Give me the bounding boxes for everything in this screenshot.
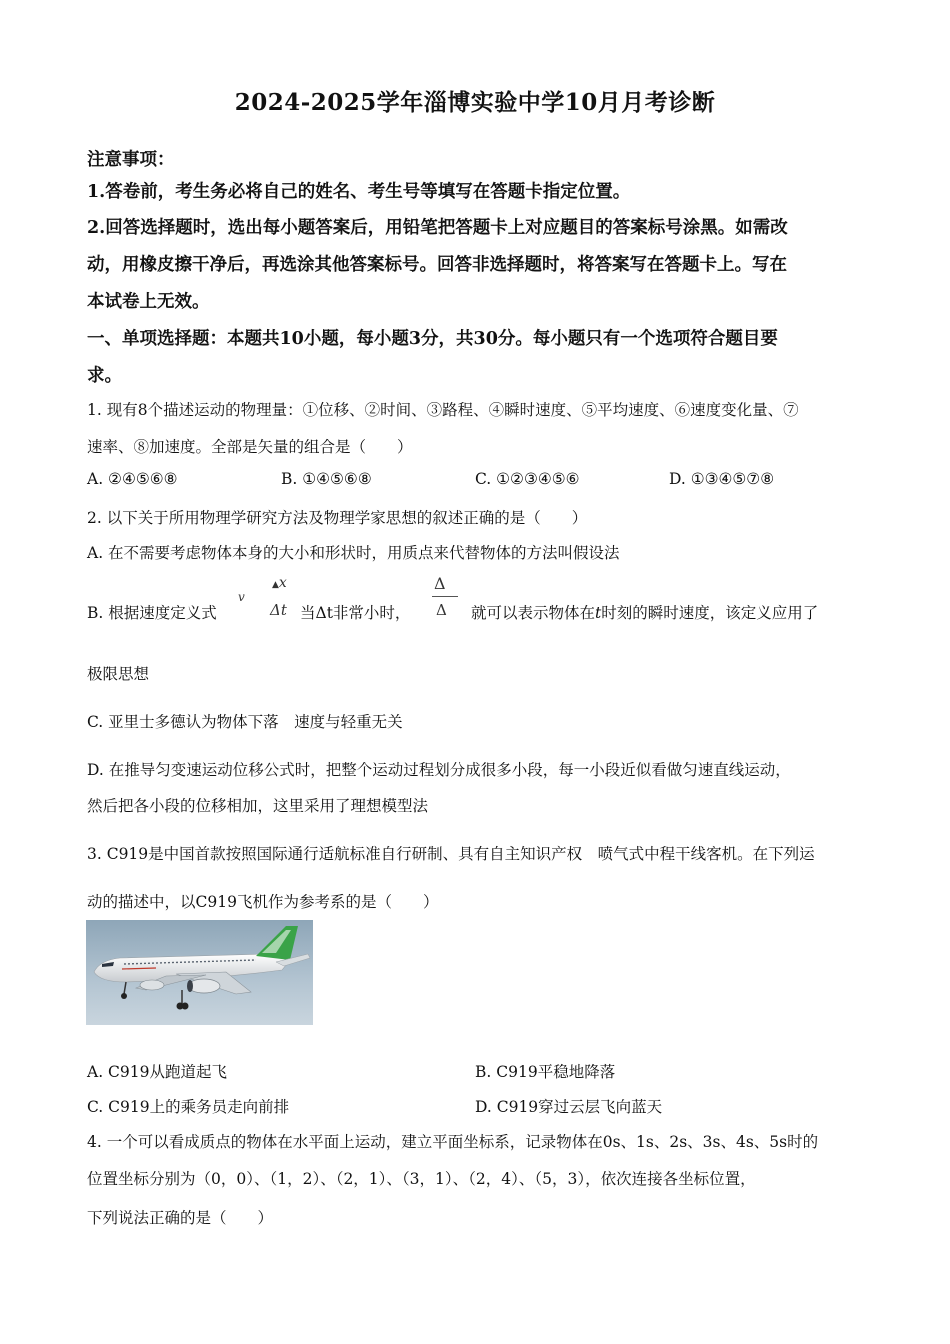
q2-stem: 2. 以下关于所用物理学研究方法及物理学家思想的叙述正确的是（ ） bbox=[87, 509, 588, 527]
velocity-symbol: v bbox=[238, 590, 245, 604]
formula-denominator: Δt bbox=[270, 601, 287, 619]
q2-b-time-t: t bbox=[595, 604, 602, 622]
notice-heading: 注意事项： bbox=[87, 150, 175, 170]
formula-numerator-x: x bbox=[278, 575, 287, 591]
c919-airplane-photo bbox=[86, 920, 313, 1025]
q2-option-b-suffix bbox=[471, 601, 818, 623]
notice-item-2-line-2: 动，用橡皮擦干净后，再选涂其他答案标号。回答非选择题时，将答案写在答题卡上。写在 bbox=[87, 255, 787, 275]
ratio-fraction-bar bbox=[432, 596, 458, 597]
q3-option-b: B. C919平稳地降落 bbox=[475, 1063, 616, 1081]
q2-option-c: C. 亚里士多德认为物体下落 速度与轻重无关 bbox=[87, 713, 403, 731]
q1-option-a: A. ②④⑤⑥⑧ bbox=[87, 470, 178, 488]
q3-stem-line-2: 动的描述中，以C919飞机作为参考系的是（ ） bbox=[87, 893, 439, 911]
notice-item-2-line-3: 本试卷上无效。 bbox=[87, 292, 210, 312]
q2-option-a: A. 在不需要考虑物体本身的大小和形状时，用质点来代替物体的方法叫假设法 bbox=[87, 544, 620, 562]
q3-option-d: D. C919穿过云层飞向蓝天 bbox=[475, 1098, 663, 1116]
q2-option-b-prefix: B. 根据速度定义式 bbox=[87, 604, 217, 622]
q4-stem-line-3: 下列说法正确的是（ ） bbox=[87, 1209, 274, 1227]
ratio-numerator: Δ bbox=[434, 574, 446, 593]
notice-item-2-line-1: 2.回答选择题时，选出每小题答案后，用铅笔把答题卡上对应题目的答案标号涂黑。如需改 bbox=[87, 218, 788, 238]
q4-stem-line-1: 4. 一个可以看成质点的物体在水平面上运动，建立平面坐标系，记录物体在0s、1s、2s、3s、4s、5s时的 bbox=[87, 1133, 819, 1151]
q1-option-c: C. ①②③④⑤⑥ bbox=[475, 470, 580, 488]
q2-b-text-2: 时刻的瞬时速度，该定义应用了 bbox=[601, 604, 819, 622]
notice-item-1: 1.答卷前，考生务必将自己的姓名、考生号等填写在答题卡指定位置。 bbox=[87, 182, 631, 202]
q1-option-d: D. ①③④⑤⑦⑧ bbox=[669, 470, 775, 488]
q2-option-b-middle: 当Δt非常小时， bbox=[300, 604, 411, 622]
q1-stem-line-2: 速率、⑧加速度。全部是矢量的组合是（ ） bbox=[87, 438, 413, 456]
formula-numerator: ▲x bbox=[272, 575, 287, 591]
q2-option-b-line-2: 极限思想 bbox=[87, 665, 150, 683]
ratio-denominator: Δ bbox=[436, 601, 447, 619]
section-1-heading: 一、单项选择题：本题共10小题，每小题3分，共30分。每小题只有一个选项符合题目要 bbox=[87, 329, 778, 349]
q3-option-a: A. C919从跑道起飞 bbox=[87, 1063, 227, 1081]
q2-option-d-line-2: 然后把各小段的位移相加，这里采用了理想模型法 bbox=[87, 797, 429, 815]
q2-option-d-line-1: D. 在推导匀变速运动位移公式时，把整个运动过程划分成很多小段，每一小段近似看做匀速直线运动， bbox=[87, 761, 791, 779]
section-1-heading-cont: 求。 bbox=[87, 366, 122, 386]
q2-b-text-1: 就可以表示物体在 bbox=[471, 604, 596, 622]
airplane-illustration bbox=[86, 920, 313, 1025]
exam-title: 2024-2025学年淄博实验中学10月月考诊断 bbox=[234, 89, 716, 116]
q1-stem-line-1: 1. 现有8个描述运动的物理量：①位移、②时间、③路程、④瞬时速度、⑤平均速度、⑥速度变化量、⑦ bbox=[87, 401, 799, 419]
q1-option-b: B. ①④⑤⑥⑧ bbox=[281, 470, 372, 488]
q3-option-c: C. C919上的乘务员走向前排 bbox=[87, 1098, 290, 1116]
q3-stem-line-1: 3. C919是中国首款按照国际通行适航标准自行研制、具有自主知识产权 喷气式中程干线客机。在下列运 bbox=[87, 845, 815, 863]
q4-stem-line-2: 位置坐标分别为（0，0）、（1，2）、（2，1）、（3，1）、（2，4）、（5，3），依次连接各坐标位置， bbox=[87, 1170, 756, 1188]
